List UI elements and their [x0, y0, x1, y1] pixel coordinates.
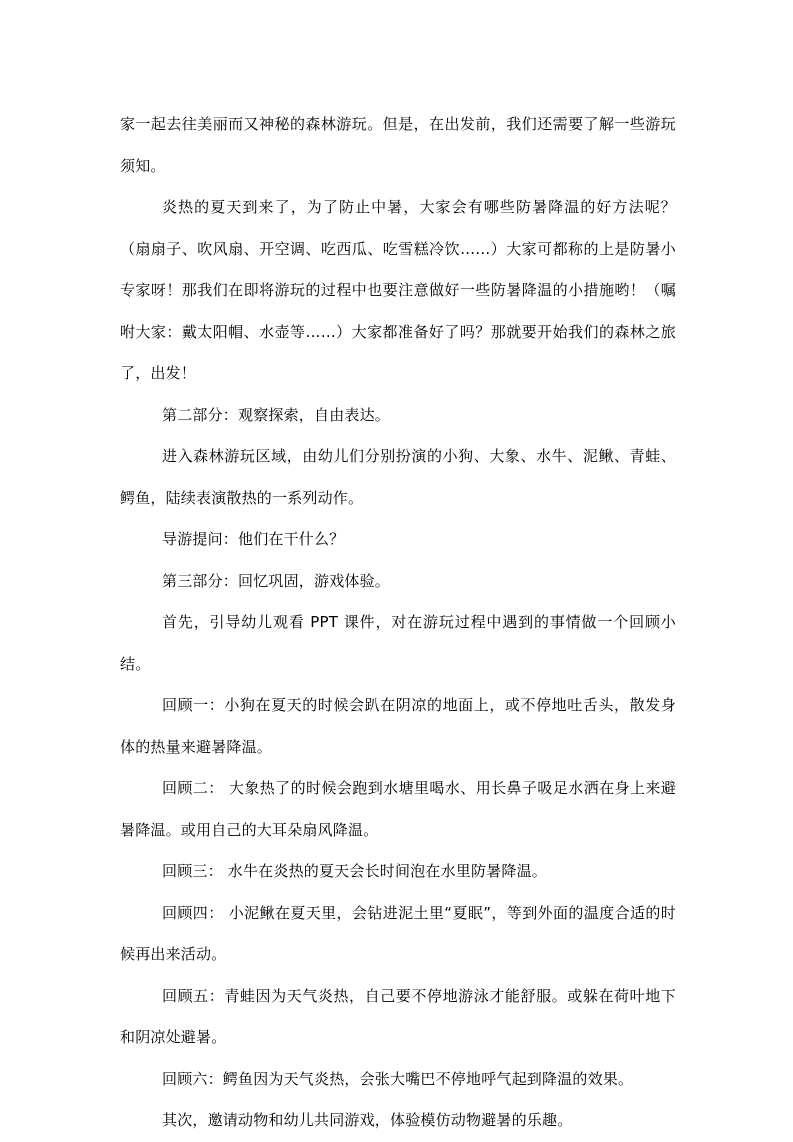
section-heading-part-two: 第二部分：观察探索，自由表达。: [162, 405, 391, 424]
paragraph-review-three: 回顾三： 水牛在炎热的夏天会长时间泡在水里防暑降温。: [162, 862, 547, 880]
paragraph-first-review: 首先，引导幼儿观看 PPT 课件，对在游玩过程中遇到的事情做一个回顾小结。: [120, 613, 676, 673]
section-heading-part-three: 第三部分：回忆巩固，游戏体验。: [162, 571, 391, 590]
paragraph-continuation: 家一起去往美丽而又神秘的森林游玩。但是，在出发前，我们还需要了解一些游玩须知。: [120, 115, 676, 175]
paragraph-review-six: 回顾六：鳄鱼因为天气炎热，会张大嘴巴不停地呼气起到降温的效果。: [162, 1069, 634, 1088]
paragraph-guide-question: 导游提问：他们在干什么？: [162, 530, 345, 548]
document-body: [120, 104, 676, 1142]
paragraph-intro-summer: 炎热的夏天到来了，为了防止中暑，大家会有哪些防暑降温的好方法呢？（扇扇子、吹风扇、开空调、吃西瓜、吃雪糕冷饮……）大家可都称的上是防暑小专家呀！那我们在即将游玩的过程中也要注意做好一些防暑降温的小措施哟！（嘱咐大家：戴太阳帽、水壶等……）大家都准备好了吗？那就要开始我们的森林之旅了，出发！: [120, 198, 676, 382]
paragraph-review-four: 回顾四： 小泥鳅在夏天里，会钻进泥土里“夏眠”，等到外面的温度合适的时候再出来活动。: [120, 903, 676, 963]
paragraph-review-one: 回顾一：小狗在夏天的时候会趴在阴凉的地面上，或不停地吐舌头，散发身体的热量来避暑降温。: [120, 696, 676, 756]
paragraph-review-two: 回顾二： 大象热了的时候会跑到水塘里喝水、用长鼻子吸足水洒在身上来避暑降温。或用自己的大耳朵扇风降温。: [120, 779, 676, 839]
paragraph-next-game: 其次，邀请动物和幼儿共同游戏，体验模仿动物避暑的乐趣。: [162, 1111, 573, 1129]
paragraph-review-five: 回顾五：青蛙因为天气炎热，自己要不停地游泳才能舒服。或躲在荷叶地下和阴凉处避暑。: [120, 986, 676, 1046]
paragraph-forest-area: 进入森林游玩区域，由幼儿们分别扮演的小狗、大象、水牛、泥鳅、青蛙、鳄鱼，陆续表演散热的一系列动作。: [120, 447, 676, 507]
